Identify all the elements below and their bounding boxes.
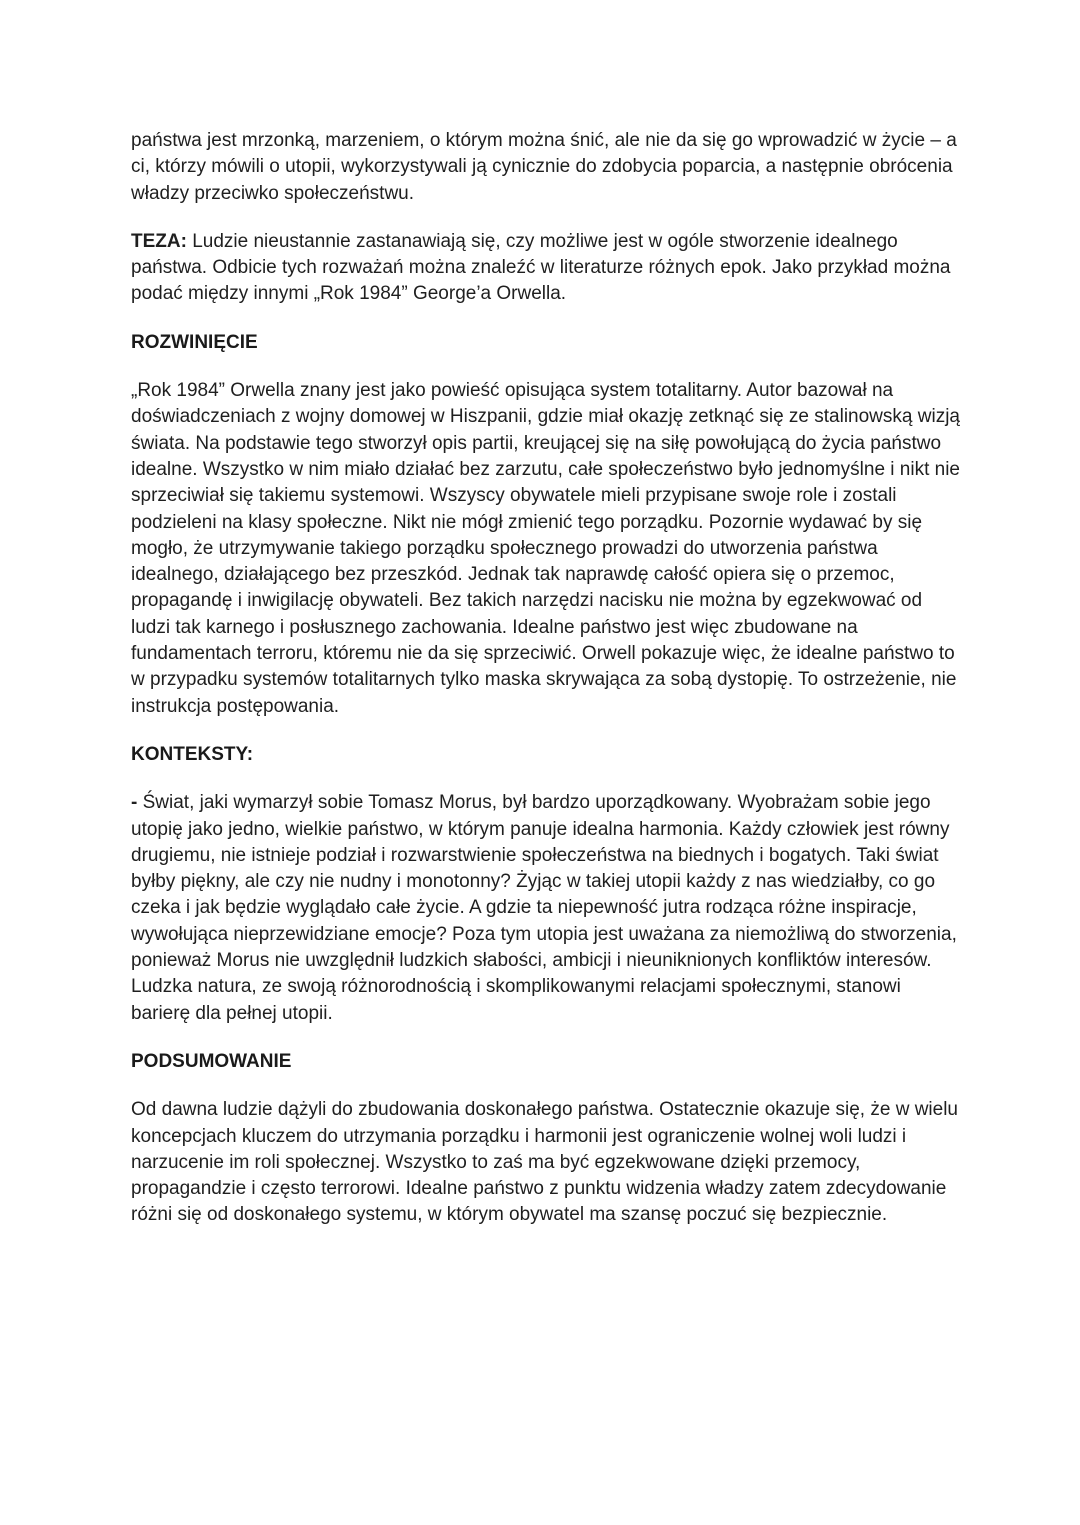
contexts-dash: - bbox=[131, 792, 138, 814]
document-page bbox=[131, 128, 961, 1229]
spacer bbox=[131, 207, 961, 229]
thesis-text: Ludzie nieustannie zastanawiają się, czy możliwe jest w ogóle stworzenie idealnego państwa. Odbicie tych rozważań można znaleźć w literaturze różnych epok. Jako przykład można podać między innymi „Rok 1984” George’a Orwella. bbox=[131, 230, 951, 305]
spacer bbox=[131, 356, 961, 378]
thesis-label: TEZA: bbox=[131, 230, 187, 252]
spacer bbox=[131, 768, 961, 790]
development-paragraph: „Rok 1984” Orwella znany jest jako powieść opisująca system totalitarny. Autor bazował na doświadczeniach z wojny domowej w Hiszpanii, gdzie miał okazję zetknąć się ze stalinowską wizją świata. Na podstawie tego stworzył opis partii, kreującej się na siłę powołującą do życia państwo idealne. Wszystko w nim miało działać bez zarzutu, całe społeczeństwo było jednomyślne i nikt nie sprzeciwiał się takiemu systemowi. Wszyscy obywatele mieli przypisane swoje role i zostali podzieleni na klasy społeczne. Nikt nie mógł zmienić tego porządku. Pozornie wydawać by się mogło, że utrzymywanie takiego porządku społecznego prowadzi do utworzenia państwa idealnego, działającego bez przeszkód. Jednak tak naprawdę całość opiera się o przemoc, propagandę i inwigilację obywateli. Bez takich narzędzi nacisku nie można by egzekwować od ludzi tak karnego i posłusznego zachowania. Idealne państwo jest więc zbudowane na fundamentach terroru, któremu nie da się sprzeciwić. Orwell pokazuje więc, że idealne państwo to w przypadku systemów totalitarnych tylko maska skrywająca za sobą dystopię. To ostrzeżenie, nie instrukcja postępowania. bbox=[131, 380, 960, 717]
spacer bbox=[131, 1027, 961, 1049]
summary-paragraph: Od dawna ludzie dążyli do zbudowania doskonałego państwa. Ostatecznie okazuje się, że w wielu koncepcjach kluczem do utrzymania porządku i harmonii jest ograniczenie wolnej woli ludzi i narzucenie im roli społecznej. Wszystko to zaś ma być egzekwowane dzięki przemocy, propagandzie i często terrorowi. Idealne państwo z punktu widzenia władzy zatem zdecydowanie różni się od doskonałego systemu, w którym obywatel ma szansę poczuć się bezpiecznie. bbox=[131, 1099, 958, 1226]
contexts-paragraph bbox=[131, 790, 961, 1027]
spacer bbox=[131, 720, 961, 742]
spacer bbox=[131, 1075, 961, 1097]
summary-heading: PODSUMOWANIE bbox=[131, 1050, 292, 1072]
thesis-paragraph bbox=[131, 229, 961, 308]
contexts-text: Świat, jaki wymarzył sobie Tomasz Morus, był bardzo uporządkowany. Wyobrażam sobie jego utopię jako jedno, wielkie państwo, w którym panuje idealna harmonia. Każdy człowiek jest równy drugiemu, nie istnieje podział i rozwarstwienie społeczeństwa na biednych i bogatych. Taki świat byłby piękny, ale czy nie nudny i monotonny? Żyjąc w takiej utopii każdy z nas wiedziałby, co go czeka i jak będzie wyglądało całe życie. A gdzie ta niepewność jutra rodząca różne inspiracje, wywołująca nieprzewidziane emocje? Poza tym utopia jest uważana za niemożliwą do stworzenia, ponieważ Morus nie uwzględnił ludzkich słabości, ambicji i nieuniknionych konfliktów interesów. Ludzka natura, ze swoją różnorodnością i skomplikowanymi relacjami społecznymi, stanowi barierę dla pełnej utopii. bbox=[131, 792, 957, 1024]
spacer bbox=[131, 308, 961, 330]
contexts-heading: KONTEKSTY: bbox=[131, 743, 254, 765]
intro-paragraph: państwa jest mrzonką, marzeniem, o którym można śnić, ale nie da się go wprowadzić w życie – a ci, którzy mówili o utopii, wykorzystywali ją cynicznie do zdobycia poparcia, a następnie obrócenia władzy przeciwko społeczeństwu. bbox=[131, 130, 957, 204]
development-heading: ROZWINIĘCIE bbox=[131, 331, 258, 353]
